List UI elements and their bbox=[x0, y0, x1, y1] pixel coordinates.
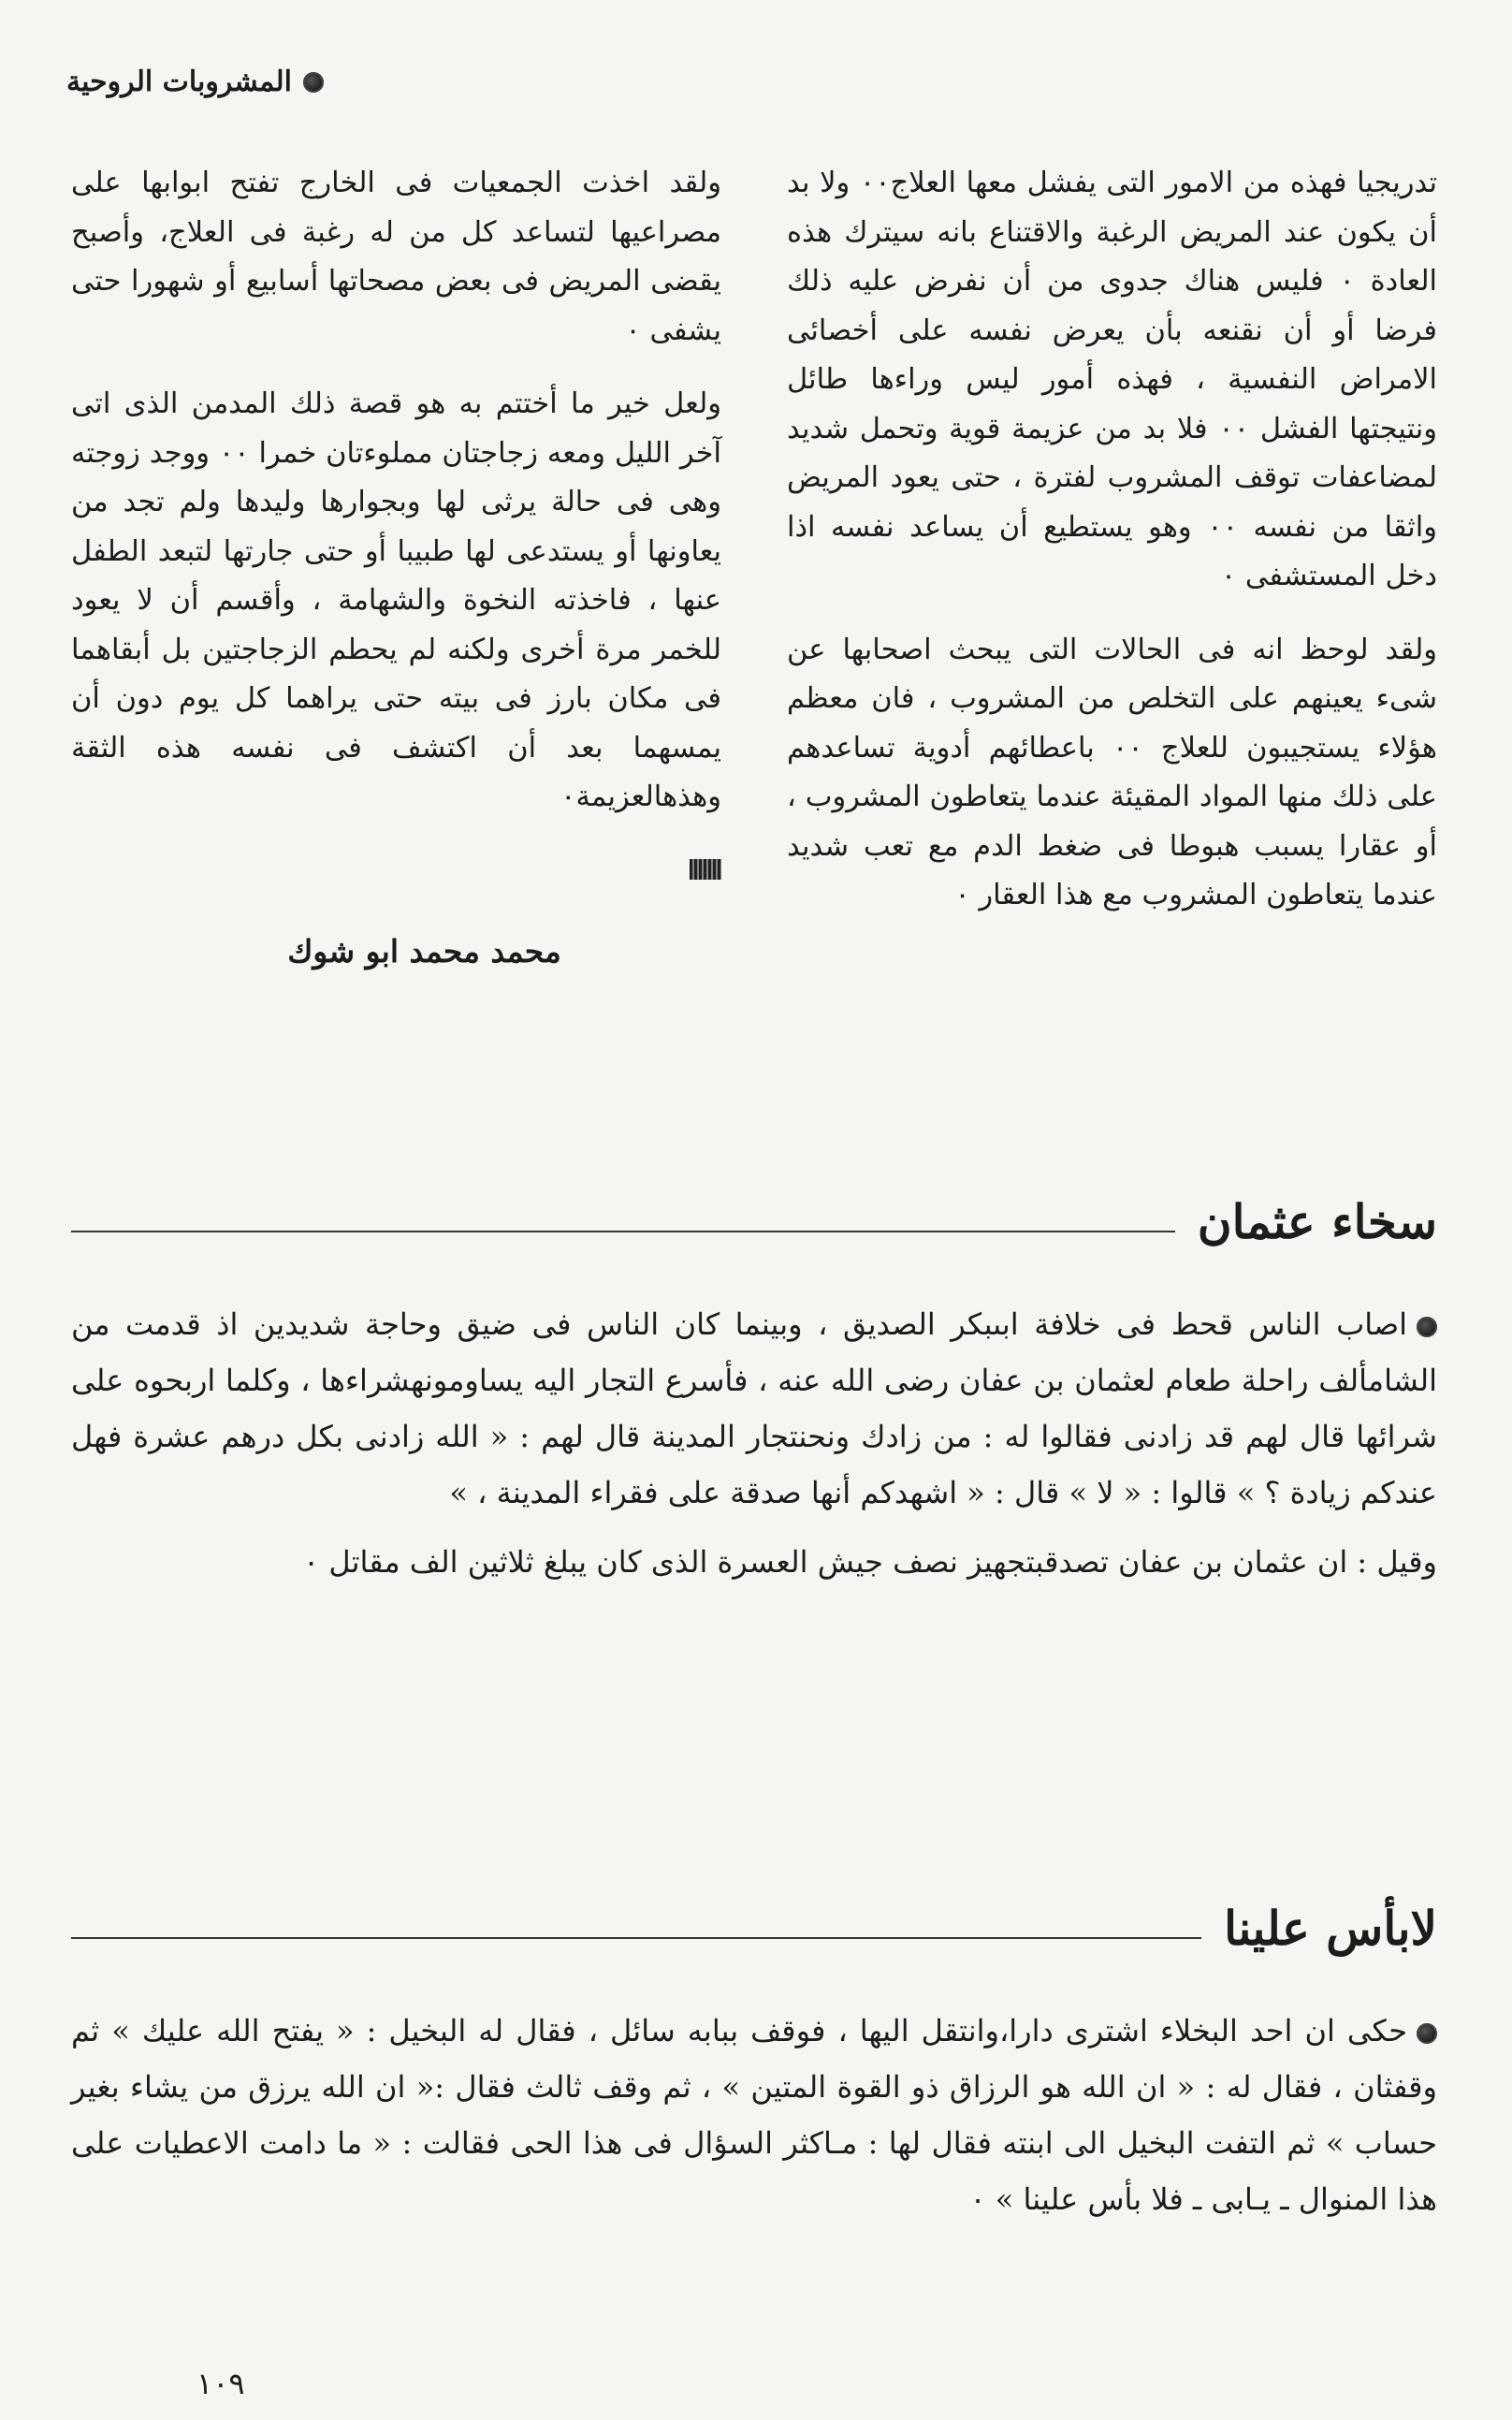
bullet-icon bbox=[1417, 2023, 1437, 2044]
bullet-icon bbox=[303, 72, 324, 93]
author-name: محمد محمد ابو شوك bbox=[287, 933, 561, 969]
running-head bbox=[66, 66, 324, 98]
left-column-paragraph: ولقد اخذت الجمعيات فى الخارج تفتح ابوابها على مصراعيها لتساعد كل من له رغبة فى العلاج، وأصبح يقضى المريض فى بعض مصحاتها أسابيع أو شهورا حتى يشفى ٠ bbox=[71, 167, 721, 347]
section1-paragraph bbox=[71, 1296, 1437, 1521]
left-column bbox=[71, 159, 721, 977]
bullet-icon bbox=[1417, 1317, 1437, 1337]
section1-title: سخاء عثمان bbox=[1197, 1193, 1437, 1249]
section1-rule bbox=[71, 1231, 1175, 1232]
section1-body bbox=[71, 1296, 1437, 1603]
section2-paragraph-text: حكى ان احد البخلاء اشترى دارا،وانتقل اليها ، فوقف ببابه سائل ، فقال له البخيل : « يفتح الله عليك » ثم وقفثان ، فقال له : « ان الله هو الرزاق ذو القوة المتين » ، ثم وقف ثالث فقال :« ان الله يرزق من يشاء بغير حساب » ثم التفت البخيل الى ابنته فقال لها : مـاكثر السؤال فى هذا الحى فقالت : « ما دامت الاعطيات على هذا المنوال ـ يـابى ـ فلا بأس علينا » ٠ bbox=[71, 2013, 1437, 2217]
article-columns bbox=[71, 159, 1437, 977]
section1-paragraph-text: اصاب الناس قحط فى خلافة ابىبكر الصديق ، وبينما كان الناس فى ضيق وحاجة شديدين اذ قدمت من الشامألف راحلة طعام لعثمان بن عفان رضى الله عنه ، فأسرع التجار اليه يساومونهشراءها ، وكلما اربحوه على شرائها قال لهم قد زادنى فقالوا له : من زادك ونحنتجار المدينة قال لهم : « الله زادنى بكل درهم عشرة فهل عندكم زيادة ؟ » قالوا : « لا » قال : « اشهدكم أنها صدقة على فقراء المدينة ، » bbox=[71, 1306, 1437, 1510]
section1-paragraph: وقيل : ان عثمان بن عفان تصدقبتجهيز نصف جيش العسرة الذى كان يبلغ ثلاثين الف مقاتل ٠ bbox=[303, 1544, 1437, 1580]
section2-paragraph bbox=[71, 2003, 1437, 2227]
section2-heading bbox=[71, 1900, 1437, 1956]
right-column-paragraph: تدريجيا فهذه من الامور التى يفشل معها العلاج٠٠ ولا بد أن يكون عند المريض الرغبة والاقتناع بانه سيترك هذه العادة ٠ فليس هناك جدوى من أن نفرض عليه ذلك فرضا أو أن نقنعه بأن يعرض نفسه على أخصائى الامراض النفسية ، فهذه أمور ليس وراءها طائل ونتيجتها الفشل ٠٠ فلا بد من عزيمة قوية وتحمل شديد لمضاعفات توقف المشروب لفترة ، حتى يعود المريض واثقا من نفسه ٠٠ وهو يستطيع أن يساعد نفسه اذا دخل المستشفى ٠ bbox=[787, 167, 1438, 592]
running-head-title: المشروبات الروحية bbox=[66, 66, 292, 98]
right-column-paragraph: ولقد لوحظ انه فى الحالات التى يبحث اصحابها عن شىء يعينهم على التخلص من المشروب ، فان معظم هؤلاء يستجيبون للعلاج ٠٠ باعطائهم أدوية تساعدهم على ذلك منها المواد المقيئة عندما يتعاطون المشروب ، أو عقارا يسبب هبوطا فى ضغط الدم مع تعب شديد عندما يتعاطون المشروب مع هذا العقار ٠ bbox=[787, 633, 1437, 911]
page-number: ١٠٩ bbox=[196, 2366, 245, 2401]
section2-body bbox=[71, 2003, 1437, 2240]
section2-title: لابأس علينا bbox=[1224, 1900, 1437, 1956]
left-column-paragraph: ولعل خير ما أختتم به هو قصة ذلك المدمن الذى اتى آخر الليل ومعه زجاجتان مملوءتان خمرا ٠٠ ووجد زوجته وهى فى حالة يرثى لها وبجوارها وليدها ولم تجد من يعاونها أو يستدعى لها طبيبا أو حتى جارتها لتبعد الطفل عنها ، فاخذته النخوة والشهامة ، وأقسم أن لا يعود للخمر مرة أخرى ولكنه لم يحطم الزجاجتين بل أبقاهما فى مكان بارز فى بيته حتى يراهما كل يوم دون أن يمسهما بعد أن اكتشف فى نفسه هذه الثقة وهذهالعزيمة٠ bbox=[71, 387, 721, 813]
section1-heading bbox=[71, 1193, 1437, 1249]
right-column bbox=[787, 159, 1437, 977]
section2-rule bbox=[71, 1937, 1201, 1939]
end-mark-icon bbox=[690, 859, 721, 880]
